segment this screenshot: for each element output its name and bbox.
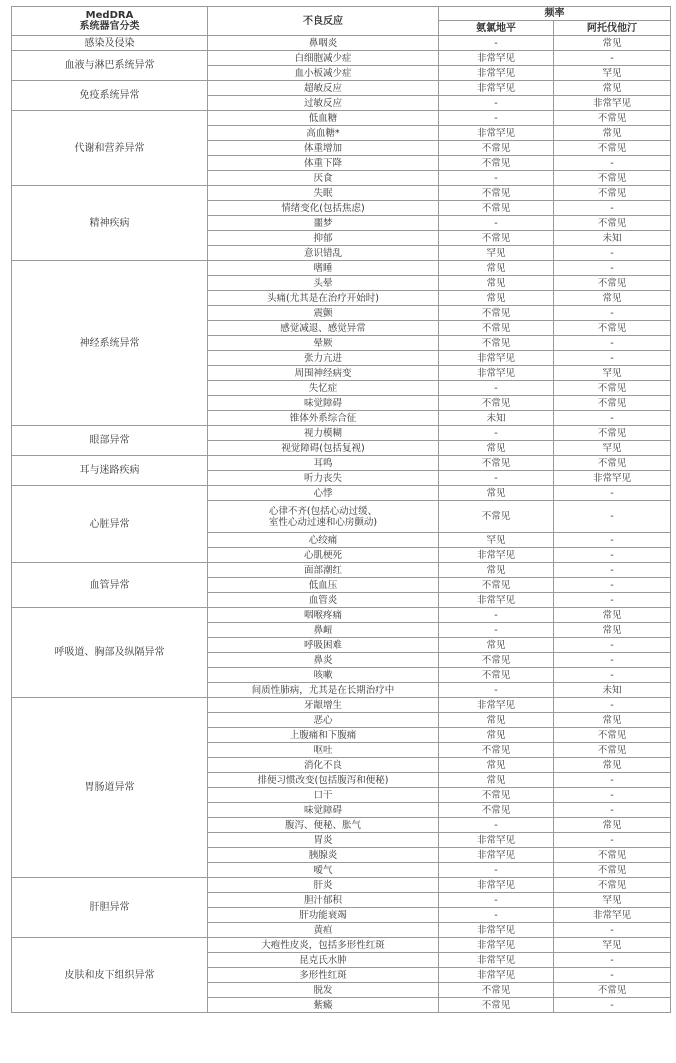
amlodipine-frequency-cell: 常见 (439, 441, 554, 456)
atorvastatin-frequency-cell: - (554, 953, 671, 968)
adverse-reaction-cell: 心绞痛 (208, 533, 439, 548)
atorvastatin-frequency-cell: 常见 (554, 126, 671, 141)
amlodipine-frequency-cell: 非常罕见 (439, 878, 554, 893)
adverse-reaction-cell: 超敏反应 (208, 81, 439, 96)
atorvastatin-frequency-cell: - (554, 653, 671, 668)
soc-cell: 代谢和营养异常 (12, 111, 208, 186)
table-row (12, 111, 671, 126)
soc-cell: 眼部异常 (12, 426, 208, 456)
adverse-reaction-cell: 低血压 (208, 578, 439, 593)
amlodipine-frequency-cell: 不常见 (439, 321, 554, 336)
adverse-reaction-cell: 血管炎 (208, 593, 439, 608)
amlodipine-frequency-cell: 不常见 (439, 231, 554, 246)
atorvastatin-frequency-cell: - (554, 668, 671, 683)
amlodipine-frequency-cell: 常见 (439, 261, 554, 276)
header-soc (12, 7, 208, 36)
adverse-reaction-cell: 间质性肺病，尤其是在长期治疗中 (208, 683, 439, 698)
amlodipine-frequency-cell: - (439, 471, 554, 486)
atorvastatin-frequency-cell: 不常见 (554, 216, 671, 231)
header-soc-line2: 系统器官分类 (79, 21, 140, 32)
atorvastatin-frequency-cell: 常见 (554, 713, 671, 728)
amlodipine-frequency-cell: 不常见 (439, 998, 554, 1013)
atorvastatin-frequency-cell: 罕见 (554, 938, 671, 953)
atorvastatin-frequency-cell: 不常见 (554, 728, 671, 743)
amlodipine-frequency-cell: 常见 (439, 291, 554, 306)
atorvastatin-frequency-cell: 不常见 (554, 276, 671, 291)
adverse-reaction-cell: 嗳气 (208, 863, 439, 878)
table-row (12, 186, 671, 201)
atorvastatin-frequency-cell: 不常见 (554, 848, 671, 863)
amlodipine-frequency-cell: 不常见 (439, 578, 554, 593)
atorvastatin-frequency-cell: - (554, 923, 671, 938)
adverse-reaction-cell: 口干 (208, 788, 439, 803)
amlodipine-frequency-cell: 不常见 (439, 788, 554, 803)
amlodipine-frequency-cell: 常见 (439, 638, 554, 653)
soc-cell: 精神疾病 (12, 186, 208, 261)
atorvastatin-frequency-cell: - (554, 351, 671, 366)
amlodipine-frequency-cell: 常见 (439, 486, 554, 501)
amlodipine-frequency-cell: 罕见 (439, 246, 554, 261)
amlodipine-frequency-cell: 不常见 (439, 141, 554, 156)
table-row (12, 36, 671, 51)
amlodipine-frequency-cell: 常见 (439, 563, 554, 578)
adverse-reaction-cell: 失眠 (208, 186, 439, 201)
adverse-reaction-cell: 味觉障碍 (208, 396, 439, 411)
adverse-reaction-cell: 黄疸 (208, 923, 439, 938)
adverse-reaction-cell: 味觉障碍 (208, 803, 439, 818)
adverse-reaction-cell: 呼吸困难 (208, 638, 439, 653)
amlodipine-frequency-cell: - (439, 216, 554, 231)
adverse-reaction-cell: 面部潮红 (208, 563, 439, 578)
table-body (12, 36, 671, 1013)
amlodipine-frequency-cell: 不常见 (439, 501, 554, 533)
amlodipine-frequency-cell: - (439, 818, 554, 833)
adverse-reaction-cell: 白细胞减少症 (208, 51, 439, 66)
atorvastatin-frequency-cell: 不常见 (554, 878, 671, 893)
atorvastatin-frequency-cell: - (554, 593, 671, 608)
atorvastatin-frequency-cell: - (554, 261, 671, 276)
amlodipine-frequency-cell: - (439, 381, 554, 396)
adverse-reaction-cell: 牙龈增生 (208, 698, 439, 713)
table-row (12, 456, 671, 471)
atorvastatin-frequency-cell: 未知 (554, 231, 671, 246)
atorvastatin-frequency-cell: 不常见 (554, 863, 671, 878)
atorvastatin-frequency-cell: - (554, 306, 671, 321)
adverse-reaction-cell: 周围神经病变 (208, 366, 439, 381)
amlodipine-frequency-cell: 不常见 (439, 653, 554, 668)
atorvastatin-frequency-cell: 常见 (554, 81, 671, 96)
adverse-reaction-cell: 锥体外系综合征 (208, 411, 439, 426)
atorvastatin-frequency-cell: 非常罕见 (554, 471, 671, 486)
atorvastatin-frequency-cell: 常见 (554, 291, 671, 306)
atorvastatin-frequency-cell: 不常见 (554, 186, 671, 201)
amlodipine-frequency-cell: - (439, 111, 554, 126)
adverse-reaction-cell: 上腹痛和下腹痛 (208, 728, 439, 743)
atorvastatin-frequency-cell: 非常罕见 (554, 96, 671, 111)
amlodipine-frequency-cell: 不常见 (439, 743, 554, 758)
soc-cell: 肝胆异常 (12, 878, 208, 938)
adverse-reaction-cell: 胃炎 (208, 833, 439, 848)
amlodipine-frequency-cell: 非常罕见 (439, 366, 554, 381)
adverse-reaction-cell: 呕吐 (208, 743, 439, 758)
atorvastatin-frequency-cell: - (554, 788, 671, 803)
atorvastatin-frequency-cell: 不常见 (554, 321, 671, 336)
adverse-reaction-cell: 胰腺炎 (208, 848, 439, 863)
adverse-reaction-cell: 体重下降 (208, 156, 439, 171)
adverse-reaction-cell: 噩梦 (208, 216, 439, 231)
adverse-reaction-cell: 听力丧失 (208, 471, 439, 486)
adverse-reaction-cell: 心悸 (208, 486, 439, 501)
amlodipine-frequency-cell: 非常罕见 (439, 953, 554, 968)
atorvastatin-frequency-cell: - (554, 201, 671, 216)
adverse-reaction-cell: 胆汁郁积 (208, 893, 439, 908)
atorvastatin-frequency-cell: - (554, 533, 671, 548)
adverse-reaction-cell: 过敏反应 (208, 96, 439, 111)
amlodipine-frequency-cell: 不常见 (439, 668, 554, 683)
amlodipine-frequency-cell: 常见 (439, 773, 554, 788)
atorvastatin-frequency-cell: - (554, 51, 671, 66)
table-row (12, 426, 671, 441)
adverse-reaction-cell: 多形性红斑 (208, 968, 439, 983)
atorvastatin-frequency-cell: 常见 (554, 818, 671, 833)
atorvastatin-frequency-cell: - (554, 156, 671, 171)
atorvastatin-frequency-cell: - (554, 486, 671, 501)
adverse-reaction-cell: 耳鸣 (208, 456, 439, 471)
adverse-reaction-cell: 大疱性皮炎，包括多形性红斑 (208, 938, 439, 953)
amlodipine-frequency-cell: 不常见 (439, 803, 554, 818)
adverse-reaction-cell: 血小板减少症 (208, 66, 439, 81)
amlodipine-frequency-cell: 罕见 (439, 533, 554, 548)
adverse-reaction-cell: 昆克氏水肿 (208, 953, 439, 968)
amlodipine-frequency-cell: 非常罕见 (439, 923, 554, 938)
amlodipine-frequency-cell: - (439, 908, 554, 923)
amlodipine-frequency-cell: 不常见 (439, 456, 554, 471)
adverse-reaction-cell: 视力模糊 (208, 426, 439, 441)
soc-cell: 呼吸道、胸部及纵隔异常 (12, 608, 208, 698)
atorvastatin-frequency-cell: 不常见 (554, 171, 671, 186)
header-frequency: 频率 (439, 7, 671, 21)
atorvastatin-frequency-cell: 罕见 (554, 441, 671, 456)
atorvastatin-frequency-cell: - (554, 246, 671, 261)
amlodipine-frequency-cell: 不常见 (439, 336, 554, 351)
table-row (12, 698, 671, 713)
atorvastatin-frequency-cell: 未知 (554, 683, 671, 698)
adverse-reaction-cell: 排便习惯改变(包括腹泻和便秘) (208, 773, 439, 788)
atorvastatin-frequency-cell: - (554, 968, 671, 983)
soc-cell: 感染及侵染 (12, 36, 208, 51)
atorvastatin-frequency-cell: - (554, 833, 671, 848)
adverse-reaction-cell: 厌食 (208, 171, 439, 186)
adverse-reaction-cell: 紫癜 (208, 998, 439, 1013)
soc-cell: 免疫系统异常 (12, 81, 208, 111)
adverse-reaction-cell: 失忆症 (208, 381, 439, 396)
amlodipine-frequency-cell: - (439, 171, 554, 186)
amlodipine-frequency-cell: 非常罕见 (439, 593, 554, 608)
adverse-reaction-cell: 高血糖* (208, 126, 439, 141)
table-row (12, 261, 671, 276)
table-row (12, 486, 671, 501)
amlodipine-frequency-cell: 非常罕见 (439, 81, 554, 96)
amlodipine-frequency-cell: 不常见 (439, 306, 554, 321)
atorvastatin-frequency-cell: - (554, 638, 671, 653)
atorvastatin-frequency-cell: - (554, 336, 671, 351)
amlodipine-frequency-cell: 非常罕见 (439, 833, 554, 848)
amlodipine-frequency-cell: - (439, 36, 554, 51)
atorvastatin-frequency-cell: 不常见 (554, 983, 671, 998)
amlodipine-frequency-cell: 未知 (439, 411, 554, 426)
header-amlodipine: 氨氯地平 (439, 21, 554, 36)
atorvastatin-frequency-cell: - (554, 698, 671, 713)
atorvastatin-frequency-cell: 不常见 (554, 456, 671, 471)
adverse-reaction-cell: 低血糖 (208, 111, 439, 126)
adverse-reaction-cell: 体重增加 (208, 141, 439, 156)
table-row (12, 608, 671, 623)
amlodipine-frequency-cell: - (439, 608, 554, 623)
adverse-reaction-cell: 鼻炎 (208, 653, 439, 668)
adverse-reaction-cell: 心肌梗死 (208, 548, 439, 563)
amlodipine-frequency-cell: 非常罕见 (439, 848, 554, 863)
adverse-reaction-cell: 咳嗽 (208, 668, 439, 683)
adverse-reaction-cell: 肝炎 (208, 878, 439, 893)
adverse-reaction-cell: 头痛(尤其是在治疗开始时) (208, 291, 439, 306)
soc-cell: 胃肠道异常 (12, 698, 208, 878)
amlodipine-frequency-cell: 不常见 (439, 186, 554, 201)
atorvastatin-frequency-cell: - (554, 501, 671, 533)
atorvastatin-frequency-cell: - (554, 563, 671, 578)
amlodipine-frequency-cell: 常见 (439, 758, 554, 773)
adverse-reaction-cell: 鼻衄 (208, 623, 439, 638)
amlodipine-frequency-cell: - (439, 96, 554, 111)
amlodipine-frequency-cell: 非常罕见 (439, 66, 554, 81)
atorvastatin-frequency-cell: 不常见 (554, 141, 671, 156)
atorvastatin-frequency-cell: - (554, 548, 671, 563)
adverse-reaction-cell: 腹泻、便秘、胀气 (208, 818, 439, 833)
amlodipine-frequency-cell: 非常罕见 (439, 938, 554, 953)
atorvastatin-frequency-cell: 不常见 (554, 381, 671, 396)
adverse-reaction-cell: 震颤 (208, 306, 439, 321)
adverse-reaction-cell: 咽喉疼痛 (208, 608, 439, 623)
atorvastatin-frequency-cell: - (554, 998, 671, 1013)
amlodipine-frequency-cell: 常见 (439, 276, 554, 291)
amlodipine-frequency-cell: 非常罕见 (439, 126, 554, 141)
amlodipine-frequency-cell: 非常罕见 (439, 351, 554, 366)
adverse-reactions-table (11, 6, 671, 1013)
table-row (12, 81, 671, 96)
header-atorvastatin: 阿托伐他汀 (554, 21, 671, 36)
adverse-reaction-cell: 视觉障碍(包括复视) (208, 441, 439, 456)
atorvastatin-frequency-cell: 罕见 (554, 366, 671, 381)
amlodipine-frequency-cell: - (439, 426, 554, 441)
soc-cell: 血管异常 (12, 563, 208, 608)
atorvastatin-frequency-cell: 不常见 (554, 426, 671, 441)
amlodipine-frequency-cell: 非常罕见 (439, 968, 554, 983)
adverse-reaction-cell: 晕厥 (208, 336, 439, 351)
amlodipine-frequency-cell: 常见 (439, 728, 554, 743)
adverse-reaction-cell: 鼻咽炎 (208, 36, 439, 51)
atorvastatin-frequency-cell: 非常罕见 (554, 908, 671, 923)
adverse-reaction-cell: 张力亢进 (208, 351, 439, 366)
amlodipine-frequency-cell: 不常见 (439, 396, 554, 411)
amlodipine-frequency-cell: 不常见 (439, 156, 554, 171)
amlodipine-frequency-cell: 常见 (439, 713, 554, 728)
amlodipine-frequency-cell: 不常见 (439, 983, 554, 998)
amlodipine-frequency-cell: 非常罕见 (439, 548, 554, 563)
atorvastatin-frequency-cell: 罕见 (554, 66, 671, 81)
soc-cell: 耳与迷路疾病 (12, 456, 208, 486)
adverse-reaction-cell: 抑郁 (208, 231, 439, 246)
atorvastatin-frequency-cell: 不常见 (554, 396, 671, 411)
amlodipine-frequency-cell: - (439, 683, 554, 698)
header-soc-line1: MedDRA (85, 10, 134, 21)
table-row (12, 563, 671, 578)
adverse-reaction-cell: 嗜睡 (208, 261, 439, 276)
amlodipine-frequency-cell: 非常罕见 (439, 698, 554, 713)
amlodipine-frequency-cell: - (439, 623, 554, 638)
table-row (12, 878, 671, 893)
amlodipine-frequency-cell: 不常见 (439, 201, 554, 216)
adverse-reaction-cell: 意识错乱 (208, 246, 439, 261)
adverse-reaction-cell: 心律不齐(包括心动过缓、 室性心动过速和心房颤动) (208, 501, 439, 533)
atorvastatin-frequency-cell: - (554, 803, 671, 818)
atorvastatin-frequency-cell: 常见 (554, 36, 671, 51)
atorvastatin-frequency-cell: 常见 (554, 608, 671, 623)
soc-cell: 心脏异常 (12, 486, 208, 563)
atorvastatin-frequency-cell: 常见 (554, 623, 671, 638)
adverse-reaction-cell: 肝功能衰竭 (208, 908, 439, 923)
soc-cell: 神经系统异常 (12, 261, 208, 426)
adverse-reaction-cell: 恶心 (208, 713, 439, 728)
atorvastatin-frequency-cell: 罕见 (554, 893, 671, 908)
atorvastatin-frequency-cell: - (554, 411, 671, 426)
atorvastatin-frequency-cell: - (554, 773, 671, 788)
atorvastatin-frequency-cell: 不常见 (554, 111, 671, 126)
amlodipine-frequency-cell: - (439, 893, 554, 908)
adverse-reaction-cell: 情绪变化(包括焦虑) (208, 201, 439, 216)
table-row (12, 51, 671, 66)
adverse-reaction-cell: 脱发 (208, 983, 439, 998)
table-row (12, 938, 671, 953)
amlodipine-frequency-cell: - (439, 863, 554, 878)
adverse-reaction-cell: 感觉减退、感觉异常 (208, 321, 439, 336)
atorvastatin-frequency-cell: - (554, 578, 671, 593)
amlodipine-frequency-cell: 非常罕见 (439, 51, 554, 66)
atorvastatin-frequency-cell: 常见 (554, 758, 671, 773)
soc-cell: 皮肤和皮下组织异常 (12, 938, 208, 1013)
soc-cell: 血液与淋巴系统异常 (12, 51, 208, 81)
atorvastatin-frequency-cell: 不常见 (554, 743, 671, 758)
header-adverse-reaction: 不良反应 (208, 7, 439, 36)
adverse-reaction-cell: 头晕 (208, 276, 439, 291)
adverse-reaction-cell: 消化不良 (208, 758, 439, 773)
